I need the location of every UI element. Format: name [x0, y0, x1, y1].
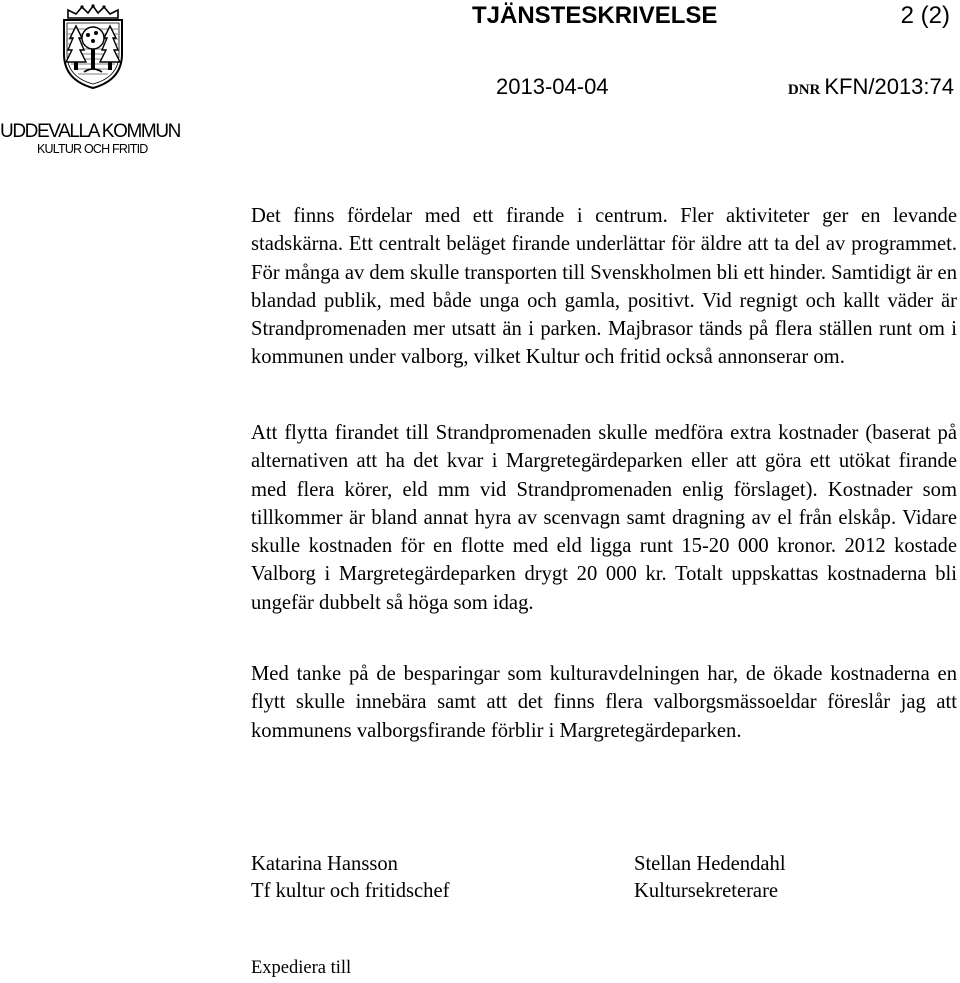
registration-number: [788, 74, 954, 103]
signature-block-right: [634, 851, 786, 905]
document-type-title: TJÄNSTESKRIVELSE: [472, 2, 718, 29]
body-paragraph-2: Att flytta firandet till Strandpromenaden skulle medföra extra kostnader (baserat på alternativen att ha det kvar i Margretegärdeparken eller att göra ett utökat firande med flera körer, eld mm vid Strandpromenaden enlig förslaget). Kostnader som tillkommer är bland annat hyra av scenvagn samt dragning av el från elskåp. Vidare skulle kostnaden för en flotte med eld ligga runt 15-20 000 kronor. 2012 kostade Valborg i Margretegärdeparken drygt 20 000 kr. Totalt uppskattas kostnaderna bli ungefär dubbelt så höga som idag.: [251, 422, 957, 614]
page-number: 2 (2): [900, 2, 950, 29]
registration-number-label: DNR: [787, 82, 821, 98]
body-paragraph-1: Det finns fördelar med ett firande i centrum. Fler aktiviteter ger en levande stadskärna. Ett centralt beläget firande underlättar för äldre att ta del av programmet. För många av dem skulle transporten till Svenskholmen bli ett hinder. Samtidigt är en blandad publik, med både unga och gamla, positivt. Vid regnigt och kallt väder är Strandpromenaden mer utsatt än i parken. Majbrasor tänds på flera ställen runt om i kommunen under valborg, vilket Kultur och fritid också annonserar om.: [251, 205, 957, 369]
department-name: KULTUR OCH FRITID: [37, 142, 148, 156]
signature-block-left: [251, 851, 449, 905]
signatory-name: Stellan Hedendahl: [634, 853, 786, 875]
signatory-name: Katarina Hansson: [251, 853, 398, 875]
signatory-title: Tf kultur och fritidschef: [251, 880, 450, 902]
municipal-coat-of-arms-icon: [58, 4, 128, 90]
body-paragraph-3: Med tanke på de besparingar som kulturavdelningen har, de ökade kostnaderna en flytt skulle innebära samt att det finns flera valborgsmässoeldar föreslår jag att kommunens valborgsfirande förblir i Margretegärdeparken.: [251, 663, 957, 742]
document-date: 2013-04-04: [496, 74, 609, 99]
signatory-title: Kultursekreterare: [634, 880, 779, 902]
organization-name: UDDEVALLA KOMMUN: [0, 121, 180, 142]
registration-number-value: KFN/2013:74: [824, 74, 954, 99]
distribution-label: Expediera till: [251, 958, 352, 978]
